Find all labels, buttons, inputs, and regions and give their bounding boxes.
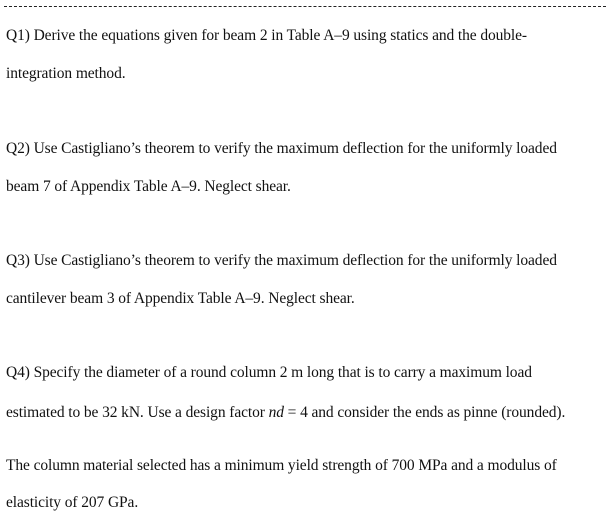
q1-line-2: integration method. [6, 65, 126, 82]
q4-line-2 [6, 403, 565, 423]
q4-line-3: The column material selected has a minimum yield strength of 700 MPa and a modulus of [6, 457, 557, 474]
design-factor-variable: nd [268, 404, 284, 421]
q4-line-2-after: = 4 and consider the ends as pinne (rounded). [283, 404, 566, 421]
dashed-divider [4, 6, 606, 7]
q2-line-1: Q2) Use Castigliano’s theorem to verify the maximum deflection for the uniformly loaded [6, 140, 557, 157]
q4-line-1: Q4) Specify the diameter of a round column 2 m long that is to carry a maximum load [6, 364, 532, 381]
q3-line-1: Q3) Use Castigliano’s theorem to verify the maximum deflection for the uniformly loaded [6, 252, 557, 269]
q4-line-4: elasticity of 207 GPa. [6, 494, 139, 511]
q3-line-2: cantilever beam 3 of Appendix Table A–9. Neglect shear. [6, 290, 355, 307]
q4-line-2-before: estimated to be 32 kN. Use a design factor [6, 404, 269, 421]
q2-line-2: beam 7 of Appendix Table A–9. Neglect shear. [6, 178, 291, 195]
q1-line-1: Q1) Derive the equations given for beam 2 in Table A–9 using statics and the double- [6, 27, 527, 44]
